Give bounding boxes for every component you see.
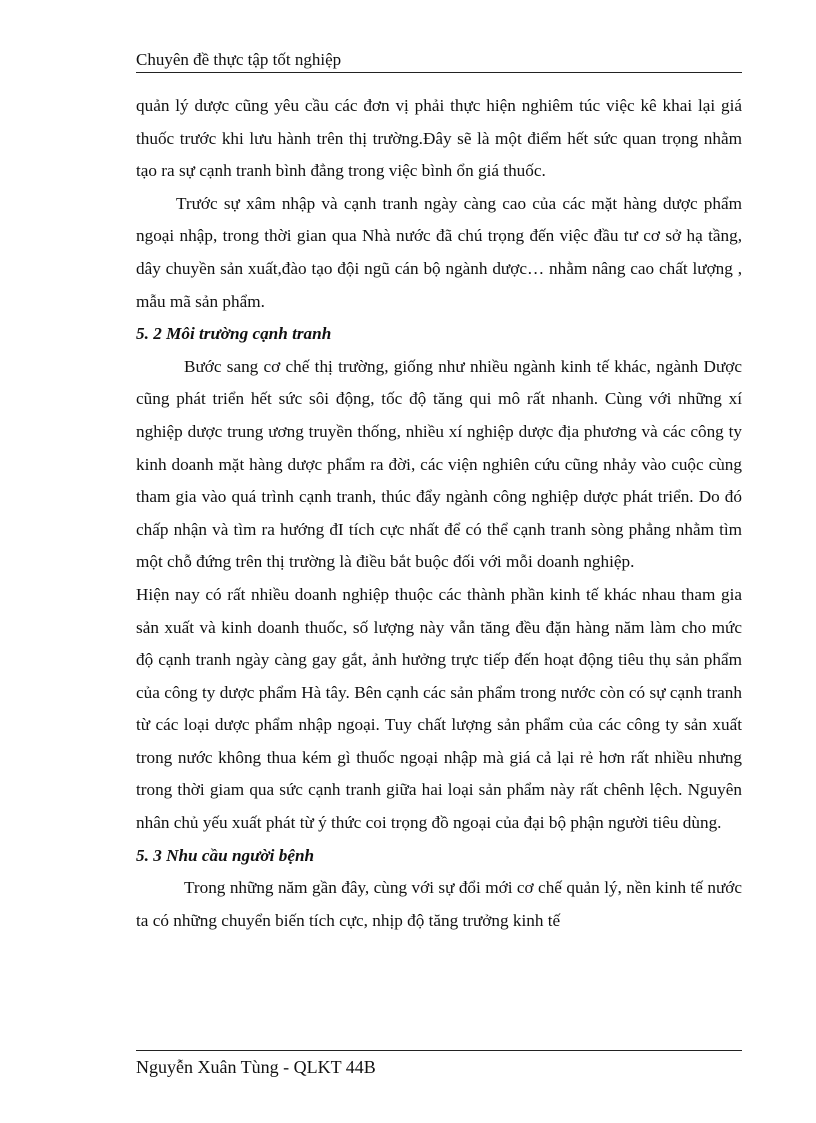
paragraph-foreign-competition: Trước sự xâm nhập và cạnh tranh ngày càng cao của các mặt hàng dược phẩm ngoại nhập, trong thời gian qua Nhà nước đã chú trọng đến việc đầu tư cơ sở hạ tầng, dây chuyền sản xuất,đào tạo đội ngũ cán bộ ngành dược… nhằm nâng cao chất lượng , mẫu mã sản phẩm. (136, 193, 742, 311)
page-footer (136, 1056, 742, 1078)
page-header (136, 50, 742, 73)
document-body (136, 90, 742, 937)
header-title: Chuyên đề thực tập tốt nghiệp (136, 50, 342, 69)
paragraph-continued: quản lý dược cũng yêu cầu các đơn vị phải thực hiện nghiêm túc việc kê khai lại giá thuốc trước khi lưu hành trên thị trường.Đây sẽ là một điểm hết sức quan trọng nhằm tạo ra sự cạnh tranh bình đẳng trong việc bình ổn giá thuốc. (136, 96, 742, 181)
paragraph-patient-demand: Trong những năm gần đây, cùng với sự đổi mới cơ chế quản lý, nền kinh tế nước ta có những chuyển biến tích cực, nhịp độ tăng trưởng kinh tế (136, 878, 742, 930)
section-heading-5-3: 5. 3 Nhu cầu người bệnh (136, 845, 315, 865)
paragraph-market-mechanism: Bước sang cơ chế thị trường, giống như nhiều ngành kinh tế khác, ngành Dược cũng phát triển hết sức sôi động, tốc độ tăng qui mô rất nhanh. Cùng với những xí nghiệp dược trung ương truyền thống, nhiều xí nghiệp dược địa phương và các công ty kinh doanh mặt hàng dược phẩm ra đời, các viện nghiên cứu cũng nhảy vào cuộc cùng tham gia vào quá trình cạnh tranh, thúc đẩy ngành công nghiệp dược phát triển. Do đó chấp nhận và tìm ra hướng đI tích cực nhất để có thể cạnh tranh sòng phẳng nhằm tìm một chỗ đứng trên thị trường là điều bắt buộc đối với mỗi doanh nghiệp. (136, 356, 742, 572)
footer-divider (136, 1050, 742, 1051)
footer-author: Nguyễn Xuân Tùng - QLKT 44B (136, 1057, 376, 1077)
section-heading-5-2: 5. 2 Môi trường cạnh tranh (136, 324, 332, 344)
paragraph-competition-level: Hiện nay có rất nhiều doanh nghiệp thuộc các thành phần kinh tế khác nhau tham gia sản xuất và kinh doanh thuốc, số lượng này vẫn tăng đều đặn hàng năm làm cho mức độ cạnh tranh ngày càng gay gắt, ảnh hưởng trực tiếp đến hoạt động tiêu thụ sản phẩm của công ty dược phẩm Hà tây. Bên cạnh các sản phẩm trong nước còn có sự cạnh tranh từ các loại dược phẩm nhập ngoại. Tuy chất lượng sản phẩm của các công ty sản xuất trong nước không thua kém gì thuốc ngoại nhập mà giá cả lại rẻ hơn rất nhiều nhưng trong thời giam qua sức cạnh tranh giữa hai loại sản phẩm này rất chênh lệch. Nguyên nhân chủ yếu xuất phát từ ý thức coi trọng đồ ngoại của đại bộ phận người tiêu dùng. (136, 584, 742, 833)
